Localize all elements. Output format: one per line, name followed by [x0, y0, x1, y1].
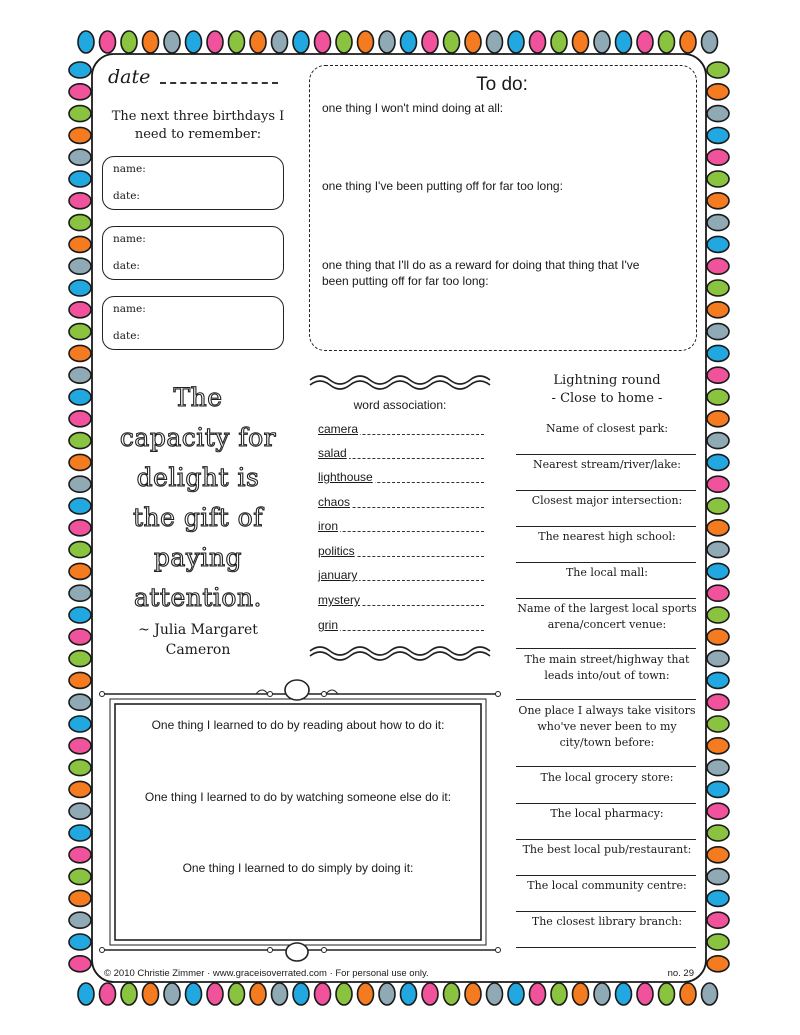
quote-author: [108, 620, 288, 660]
border-bead: [69, 672, 91, 688]
border-bead: [69, 62, 91, 78]
birthday-date-label: date:: [113, 330, 140, 342]
word-association-row[interactable]: [318, 568, 484, 584]
page-number: no. 29: [667, 968, 694, 979]
border-bead: [707, 367, 729, 383]
border-bead: [379, 31, 395, 53]
border-bead: [637, 983, 653, 1005]
border-bead: [551, 31, 567, 53]
todo-item[interactable]: one thing I won't mind doing at all:: [322, 101, 504, 115]
border-bead: [69, 607, 91, 623]
border-bead: [69, 869, 91, 885]
border-bead: [250, 31, 266, 53]
border-bead: [293, 31, 309, 53]
word-association-word: salad: [318, 446, 347, 460]
border-bead: [401, 983, 417, 1005]
answer-line[interactable]: [516, 699, 696, 700]
border-bead: [594, 983, 610, 1005]
border-bead: [573, 31, 589, 53]
date-line: [160, 82, 278, 84]
border-bead: [530, 31, 546, 53]
border-bead: [69, 781, 91, 797]
wave-divider-bottom: [308, 643, 492, 663]
border-bead: [78, 31, 94, 53]
lightning-question: Closest major intersection:: [531, 494, 683, 507]
border-bead: [69, 912, 91, 928]
border-bead: [707, 563, 729, 579]
border-bead: [707, 672, 729, 688]
word-association-row[interactable]: [318, 495, 484, 511]
border-bead: [487, 31, 503, 53]
border-bead: [69, 193, 91, 209]
word-association-word: grin: [318, 618, 339, 632]
quote-line: capacity for: [119, 423, 277, 452]
border-bead: [707, 781, 729, 797]
border-bead: [707, 127, 729, 143]
lightning-question: The main street/highway that leads into/out of town:: [524, 653, 690, 682]
lightning-question: The local grocery store:: [540, 771, 674, 784]
border-bead: [680, 31, 696, 53]
border-bead: [229, 31, 245, 53]
word-association-word: chaos: [318, 495, 351, 509]
lightning-round-title: [512, 372, 702, 408]
word-association-row[interactable]: [318, 519, 484, 535]
lightning-question: Name of closest park:: [545, 422, 669, 435]
border-bead: [707, 433, 729, 449]
border-bead: [707, 738, 729, 754]
border-bead: [207, 983, 223, 1005]
border-bead: [707, 629, 729, 645]
border-bead: [358, 31, 374, 53]
border-bead: [336, 983, 352, 1005]
border-bead: [69, 585, 91, 601]
border-bead: [707, 847, 729, 863]
border-bead: [69, 760, 91, 776]
border-bead: [707, 236, 729, 252]
border-bead: [121, 983, 137, 1005]
border-bead: [336, 31, 352, 53]
border-bead: [707, 716, 729, 732]
border-bead: [551, 983, 567, 1005]
border-bead: [229, 983, 245, 1005]
border-bead: [637, 31, 653, 53]
border-bead: [707, 149, 729, 165]
border-bead: [707, 694, 729, 710]
border-bead: [69, 803, 91, 819]
answer-line[interactable]: [516, 526, 696, 527]
border-bead: [69, 738, 91, 754]
border-bead: [69, 694, 91, 710]
border-bead: [680, 983, 696, 1005]
border-bead: [707, 803, 729, 819]
lightning-round-heading: Lightning round: [553, 373, 661, 388]
quote-line: paying: [153, 543, 243, 572]
answer-line[interactable]: [516, 490, 696, 491]
border-bead: [401, 31, 417, 53]
quote-line: the gift of: [133, 503, 263, 532]
answer-line[interactable]: [516, 875, 696, 876]
answer-line[interactable]: [516, 839, 696, 840]
word-association-row[interactable]: [318, 618, 484, 634]
border-bead: [707, 934, 729, 950]
border-bead: [659, 983, 675, 1005]
border-bead: [616, 983, 632, 1005]
border-bead: [69, 498, 91, 514]
lightning-question: One place I always take visitors who've never been to my city/town before:: [518, 704, 696, 749]
border-bead: [707, 476, 729, 492]
todo-title: To do:: [476, 74, 528, 95]
copyright-text: © 2010 Christie Zimmer · www.graceisoverrated.com · For personal use only.: [104, 968, 429, 979]
border-bead: [707, 411, 729, 427]
answer-line[interactable]: [516, 803, 696, 804]
border-bead: [69, 84, 91, 100]
word-association-word: camera: [318, 422, 359, 436]
word-association-row[interactable]: [318, 593, 484, 609]
border-bead: [100, 31, 116, 53]
border-bead: [707, 890, 729, 906]
border-bead: [69, 236, 91, 252]
word-association-word: mystery: [318, 593, 360, 607]
quote-author-line: Cameron: [165, 642, 231, 658]
lightning-question: The closest library branch:: [531, 915, 683, 928]
border-bead: [272, 31, 288, 53]
birthday-name-label: name:: [113, 233, 146, 245]
lightning-question: Name of the largest local sports arena/concert venue:: [517, 602, 697, 631]
answer-line[interactable]: [516, 911, 696, 912]
border-bead: [315, 31, 331, 53]
border-bead: [69, 520, 91, 536]
border-bead: [707, 498, 729, 514]
border-bead: [422, 31, 438, 53]
word-association-word: lighthouse: [318, 470, 373, 484]
border-bead: [69, 302, 91, 318]
border-bead: [465, 31, 481, 53]
word-association-word: iron: [318, 519, 339, 533]
border-bead: [69, 171, 91, 187]
border-bead: [707, 389, 729, 405]
border-bead: [121, 31, 137, 53]
border-bead: [707, 454, 729, 470]
date-label: date: [108, 66, 151, 88]
border-bead: [702, 983, 718, 1005]
border-bead: [707, 324, 729, 340]
lightning-question: The local mall:: [565, 566, 649, 579]
border-bead: [707, 193, 729, 209]
lightning-question: The best local pub/restaurant:: [522, 843, 692, 856]
quote-line: attention.: [133, 583, 263, 612]
border-bead: [250, 983, 266, 1005]
border-bead: [69, 127, 91, 143]
border-bead: [69, 542, 91, 558]
lightning-question: The local pharmacy:: [550, 807, 664, 820]
word-association-word: january: [318, 568, 358, 582]
border-bead: [707, 651, 729, 667]
birthday-box[interactable]: [102, 156, 284, 210]
border-bead: [69, 934, 91, 950]
border-bead: [69, 433, 91, 449]
border-bead: [707, 825, 729, 841]
word-association-word: politics: [318, 544, 355, 558]
border-bead: [69, 454, 91, 470]
border-bead: [444, 31, 460, 53]
border-bead: [707, 760, 729, 776]
answer-line[interactable]: [516, 766, 696, 767]
birthdays-title: The next three birthdays I need to remember:: [111, 109, 285, 142]
border-bead: [707, 520, 729, 536]
border-bead: [573, 983, 589, 1005]
learned-prompt[interactable]: One thing I learned to do by watching someone else do it:: [144, 790, 452, 804]
border-bead: [293, 983, 309, 1005]
lightning-question: The local community centre:: [527, 879, 687, 892]
lightning-question: Nearest stream/river/lake:: [533, 458, 681, 471]
border-bead: [616, 31, 632, 53]
border-bead: [707, 106, 729, 122]
border-bead: [69, 716, 91, 732]
border-bead: [69, 847, 91, 863]
quote-line: delight is: [136, 463, 260, 492]
learned-prompt[interactable]: One thing I learned to do by reading about how to do it:: [151, 718, 445, 732]
border-bead: [69, 149, 91, 165]
border-bead: [465, 983, 481, 1005]
answer-line[interactable]: [516, 454, 696, 455]
learned-prompt[interactable]: One thing I learned to do simply by doing it:: [182, 861, 414, 875]
word-association-row[interactable]: [318, 544, 484, 560]
quote-line: The: [173, 383, 223, 412]
border-bead: [143, 31, 159, 53]
border-bead: [272, 983, 288, 1005]
border-bead: [69, 280, 91, 296]
birthday-date-label: date:: [113, 260, 140, 272]
border-bead: [594, 31, 610, 53]
border-bead: [186, 983, 202, 1005]
border-bead: [143, 983, 159, 1005]
border-bead: [69, 629, 91, 645]
border-bead: [707, 62, 729, 78]
border-bead: [69, 345, 91, 361]
border-bead: [707, 302, 729, 318]
border-bead: [444, 983, 460, 1005]
todo-item[interactable]: one thing that I'll do as a reward for doing that thing that I've been putting off for far too long:: [322, 258, 640, 288]
border-bead: [707, 585, 729, 601]
lightning-round-subtitle: - Close to home -: [551, 391, 663, 406]
answer-line[interactable]: [516, 947, 696, 948]
border-bead: [702, 31, 718, 53]
border-bead: [69, 563, 91, 579]
border-bead: [69, 956, 91, 972]
border-bead: [164, 31, 180, 53]
quote-author-line: ~ Julia Margaret: [138, 622, 258, 638]
border-bead: [69, 476, 91, 492]
border-bead: [69, 389, 91, 405]
border-bead: [207, 31, 223, 53]
border-bead: [69, 106, 91, 122]
border-bead: [707, 215, 729, 231]
border-bead: [69, 258, 91, 274]
border-bead: [707, 258, 729, 274]
border-bead: [508, 31, 524, 53]
answer-line[interactable]: [516, 648, 696, 649]
wave-divider-top: [308, 372, 492, 392]
answer-line[interactable]: [516, 598, 696, 599]
quote-text: [108, 378, 288, 618]
border-bead: [707, 171, 729, 187]
border-bead: [358, 983, 374, 1005]
border-bead: [69, 367, 91, 383]
lightning-question: The nearest high school:: [538, 530, 676, 543]
border-bead: [422, 983, 438, 1005]
birthday-name-label: name:: [113, 303, 146, 315]
border-bead: [707, 280, 729, 296]
border-bead: [707, 542, 729, 558]
border-bead: [69, 324, 91, 340]
border-bead: [707, 84, 729, 100]
border-bead: [69, 651, 91, 667]
border-bead: [69, 890, 91, 906]
border-bead: [487, 983, 503, 1005]
border-bead: [379, 983, 395, 1005]
birthday-name-label: name:: [113, 163, 146, 175]
answer-line[interactable]: [516, 562, 696, 563]
border-bead: [69, 411, 91, 427]
birthday-date-label: date:: [113, 190, 140, 202]
border-bead: [707, 869, 729, 885]
word-association-row[interactable]: [318, 422, 484, 438]
border-bead: [707, 912, 729, 928]
border-bead: [659, 31, 675, 53]
border-bead: [315, 983, 331, 1005]
birthday-box[interactable]: [102, 226, 284, 280]
border-bead: [69, 215, 91, 231]
border-bead: [530, 983, 546, 1005]
border-bead: [707, 956, 729, 972]
word-association-title: word association:: [353, 398, 447, 412]
word-association-row[interactable]: [318, 470, 484, 486]
border-bead: [69, 825, 91, 841]
birthday-box[interactable]: [102, 296, 284, 350]
border-bead: [508, 983, 524, 1005]
word-association-row[interactable]: [318, 446, 484, 462]
border-bead: [164, 983, 180, 1005]
todo-item[interactable]: one thing I've been putting off for far too long:: [322, 179, 563, 193]
border-bead: [100, 983, 116, 1005]
border-bead: [78, 983, 94, 1005]
border-bead: [707, 607, 729, 623]
border-bead: [707, 345, 729, 361]
border-bead: [186, 31, 202, 53]
